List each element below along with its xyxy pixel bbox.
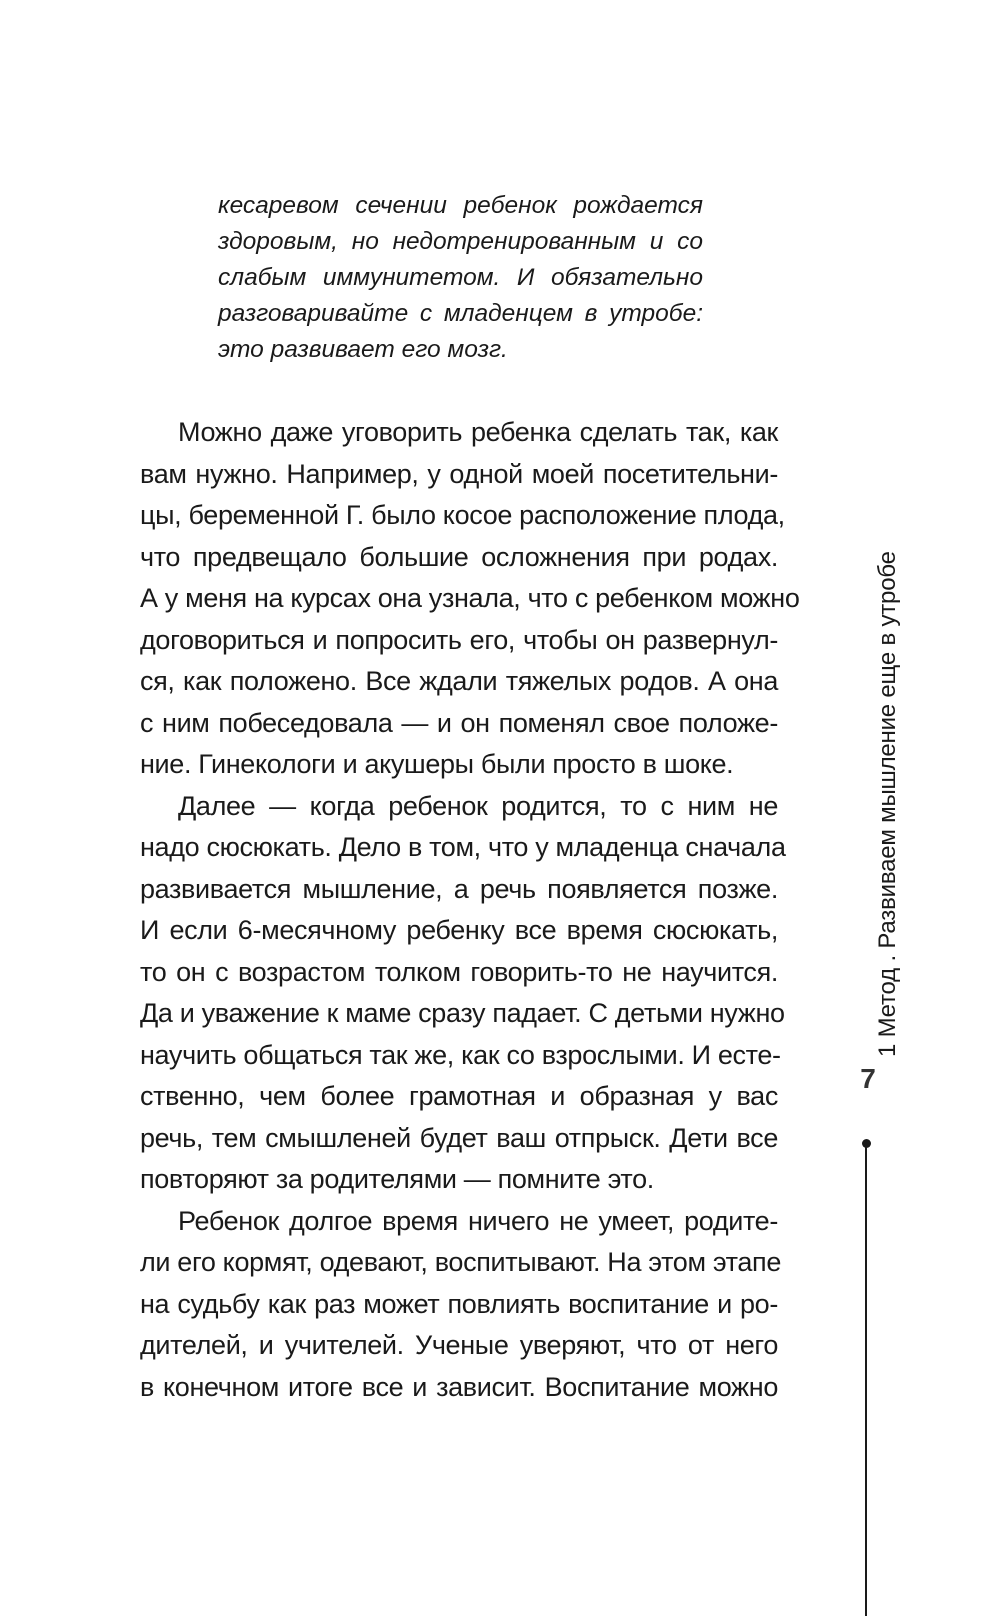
quote-block [218,188,703,368]
quote-line: кесаревом сечении ребенок рождается [218,192,703,219]
body-line: на судьбу как раз может повлиять воспитание и ро- [140,1288,778,1319]
body-line: развивается мышление, а речь появляется позже. [140,873,778,904]
quote-line: это развивает его мозг. [218,336,508,363]
quote-line: разговаривайте с младенцем в утробе: [218,300,703,327]
quote-line: слабым иммунитетом. И обязательно [218,264,703,291]
body-line: в конечном итоге все и зависит. Воспитание можно [140,1371,778,1402]
body-line: цы, беременной Г. было косое расположение плода, [140,500,785,530]
body-line: А у меня на курсах она узнала, что с ребенком можно [140,583,800,613]
body-line: научить общаться так же, как со взрослыми. И есте- [140,1039,781,1070]
body-line: Далее — когда ребенок родится, то с ним не [178,790,778,821]
body-line: ние. Гинекологи и акушеры были просто в шоке. [140,749,734,779]
body-line: речь, тем смышленей будет ваш отпрыск. Дети все [140,1122,778,1153]
body-line: И если 6-месячному ребенку все время сюсюкать, [140,915,778,945]
body-line: вам нужно. Например, у одной моей посетительни- [140,458,778,489]
quote-line: здоровым, но недотренированным и со [218,228,703,255]
margin-rule-line [865,1144,867,1616]
body-line: Можно даже уговорить ребенка сделать так, как [178,417,778,447]
body-line: Да и уважение к маме сразу падает. С детьми нужно [140,998,785,1028]
body-line: с ним побеседовала — и он поменял свое положе- [140,707,778,738]
running-head: 1 Метод . Развиваем мышление еще в утробе [874,551,901,1057]
body-text [140,412,800,1408]
body-line: ся, как положено. Все ждали тяжелых родов. А она [140,666,778,696]
body-line: дителей, и учителей. Ученые уверяют, что от него [140,1330,778,1360]
body-line: надо сюсюкать. Дело в том, что у младенца сначала [140,832,786,862]
body-line: Ребенок долгое время ничего не умеет, родите- [178,1205,778,1236]
body-line: то он с возрастом толком говорить-то не научится. [140,956,778,987]
body-line: повторяют за родителями — помните это. [140,1164,654,1194]
body-line: ли его кормят, одевают, воспитывают. На этом этапе [140,1247,781,1277]
page-number: 7 [860,1063,876,1094]
body-line: ственно, чем более грамотная и образная у вас [140,1081,778,1111]
body-line: что предвещало большие осложнения при родах. [140,541,778,572]
body-line: договориться и попросить его, чтобы он развернул- [140,624,778,655]
